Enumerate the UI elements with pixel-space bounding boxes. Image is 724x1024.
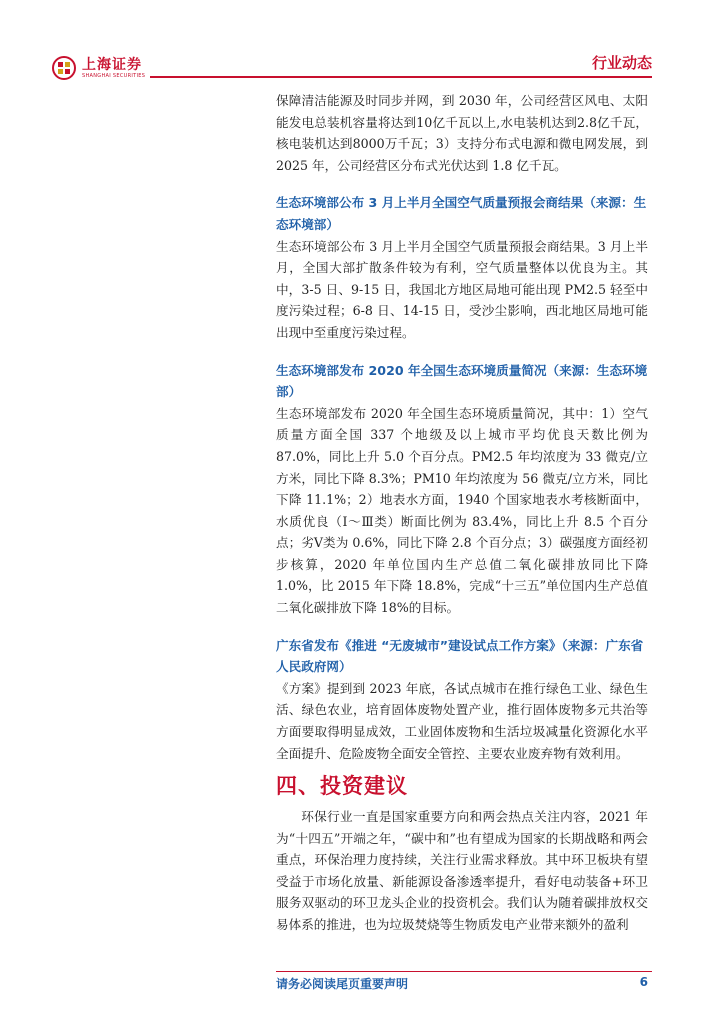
page-number: 6 <box>639 975 648 989</box>
footer-divider <box>276 971 652 972</box>
news-body: 《方案》提到到 2023 年底，各试点城市在推行绿色工业、绿色生活、绿色农业，培育固体废物处置产业，推行固体废物多元共治等方面要取得明显成效，工业固体废物和生活垃圾减量化资源化水平全面提升、危险废物全面安全管控、主要农业废弃物有效利用。 <box>276 680 648 761</box>
header-divider <box>150 76 652 78</box>
logo-emblem-icon <box>52 56 76 80</box>
section-heading: 四、投资建议 <box>276 774 408 798</box>
news-title: 生态环境部发布 2020 年全国生态环境质量简况（来源：生态环境部） <box>276 362 648 400</box>
intro-paragraph: 保障清洁能源及时同步并网，到 2030 年，公司经营区风电、太阳能发电总装机容量将达到10亿千瓦以上,水电装机达到2.8亿千瓦，核电装机达到8000万千瓦；3）支持分布式电源和微电网发展，到 2025 年，公司经营区分布式光伏达到 1.8 亿千瓦。 <box>276 93 648 173</box>
logo-name-en: SHANGHAI SECURITIES <box>82 72 146 79</box>
page-header <box>0 0 724 80</box>
news-item <box>276 360 648 619</box>
news-title: 生态环境部公布 3 月上半月全国空气质量预报会商结果（来源：生态环境部） <box>276 195 647 232</box>
main-content <box>276 90 648 764</box>
investment-advice <box>276 806 648 936</box>
news-item <box>276 192 648 343</box>
news-title: 广东省发布《推进 “无废城市”建设试点工作方案》（来源：广东省人民政府网） <box>276 637 644 675</box>
news-body: 生态环境部发布 2020 年全国生态环境质量简况，其中：1）空气质量方面全国 337 个地级及以上城市平均优良天数比例为 87.0%，同比上升 5.0 个百分点。PM2.5 年均浓度为 33 微克/立方米，同比下降 8.3%；PM10 年均浓度为 56 微克/立方米，同比下降 11.1%；2）地表水方面，1940 个国家地表水考核断面中，水质优良（Ⅰ～Ⅲ类）断面比例为 83.4%，同比上升 8.5 个百分点；劣Ⅴ类为 0.6%，同比下降 2.8 个百分点；3）碳强度方面经初步核算，2020 年单位国内生产总值二氧化碳排放同比下降 1.0%，比 2015 年下降 18.8%，完成“十三五”单位国内生产总值二氧化碳排放下降 18%的目标。 <box>276 405 648 616</box>
logo-name-cn: 上海证券 <box>82 56 142 73</box>
investment-paragraph: 环保行业一直是国家重要方向和两会热点关注内容，2021 年为“十四五”开端之年，“碳中和”也有望成为国家的长期战略和两会重点，环保治理力度持续，关注行业需求释放。其中环卫板块有望受益于市场化放量、新能源设备渗透率提升，看好电动装备+环卫服务双驱动的环卫龙头企业的投资机会。我们认为随着碳排放权交易体系的推进，也为垃圾焚烧等生物质发电产业带来额外的盈利 <box>276 809 648 932</box>
company-logo <box>52 56 145 80</box>
news-body: 生态环境部公布 3 月上半月全国空气质量预报会商结果。3 月上半月，全国大部扩散条件较为有利，空气质量整体以优良为主。其中，3-5 日、9-15 日，我国北方地区局地可能出现 PM2.5 轻至中度污染过程；6-8 日、14-15 日，受沙尘影响，西北地区局地可能出现中至重度污染过程。 <box>276 238 648 340</box>
section-label: 行业动态 <box>591 54 652 72</box>
disclaimer-notice: 请务必阅读尾页重要声明 <box>276 977 409 991</box>
news-item <box>276 635 648 765</box>
